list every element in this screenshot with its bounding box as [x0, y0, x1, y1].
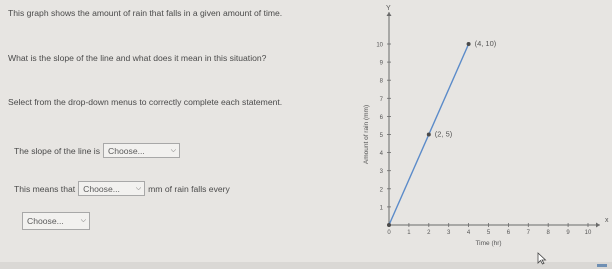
- data-point: [387, 223, 391, 227]
- mouse-pointer-icon: [537, 252, 547, 265]
- chevron-down-icon: ⌵: [80, 217, 86, 224]
- amount-dropdown[interactable]: [78, 181, 145, 196]
- y-tick-label: 9: [379, 60, 383, 67]
- meaning-statement-suffix: mm of rain falls every: [148, 183, 230, 194]
- x-tick-label: 8: [546, 230, 550, 236]
- x-tick-label: 3: [447, 230, 451, 236]
- x-axis-arrow: [596, 223, 600, 228]
- y-tick-label: 1: [379, 205, 383, 212]
- x-tick-label: 5: [486, 230, 491, 236]
- y-tick-label: 4: [379, 151, 383, 158]
- x-tick-label: 0: [387, 230, 391, 236]
- instruction-text: Select from the drop-down menus to correctly complete each statement.: [8, 97, 283, 107]
- slope-dropdown[interactable]: [103, 143, 180, 158]
- statement-time: [22, 212, 90, 230]
- y-axis-arrow: [387, 12, 392, 16]
- x-axis-label: Time (hr): [475, 240, 502, 247]
- chevron-down-icon: ⌵: [135, 184, 142, 192]
- y-tick-label: 10: [376, 42, 383, 49]
- y-tick-label: 8: [379, 78, 383, 85]
- slope-dropdown-value: Choose...: [108, 145, 145, 156]
- data-point: [427, 133, 431, 137]
- meaning-statement-text: This means that: [14, 183, 76, 194]
- x-tick-label: 2: [427, 230, 431, 236]
- x-axis-letter: x: [605, 217, 609, 224]
- statement-slope: [14, 143, 183, 158]
- x-tick-label: 6: [506, 230, 511, 236]
- point-label: (4, 10): [474, 39, 497, 48]
- time-dropdown-value: Choose...: [27, 216, 64, 226]
- y-tick-label: 7: [379, 96, 383, 103]
- y-axis-letter: Y: [386, 5, 391, 12]
- y-tick-label: 5: [379, 133, 383, 139]
- y-tick-label: 3: [379, 169, 383, 176]
- y-tick-label: 2: [379, 187, 383, 194]
- slope-statement-text: The slope of the line is: [14, 145, 100, 156]
- question-text: What is the slope of the line and what does it mean in this situation?: [8, 53, 267, 63]
- intro-text: This graph shows the amount of rain that falls in a given amount of time.: [8, 8, 283, 18]
- data-point: [467, 42, 471, 46]
- x-tick-label: 1: [407, 230, 411, 236]
- y-tick-label: 6: [379, 114, 383, 121]
- amount-dropdown-value: Choose...: [83, 183, 120, 194]
- statement-meaning: [14, 181, 230, 196]
- rain-graph: [350, 0, 612, 262]
- x-tick-label: 10: [584, 230, 592, 236]
- point-label: (2, 5): [434, 129, 453, 139]
- scroll-indicator: [597, 264, 607, 267]
- y-axis-label: Amount of rain (mm): [363, 104, 370, 165]
- x-tick-label: 9: [566, 230, 570, 236]
- chevron-down-icon: ⌵: [170, 146, 176, 154]
- x-tick-label: 7: [526, 230, 530, 236]
- bottom-bar: [0, 262, 612, 269]
- x-tick-label: 4: [466, 230, 471, 236]
- time-dropdown[interactable]: [22, 212, 90, 230]
